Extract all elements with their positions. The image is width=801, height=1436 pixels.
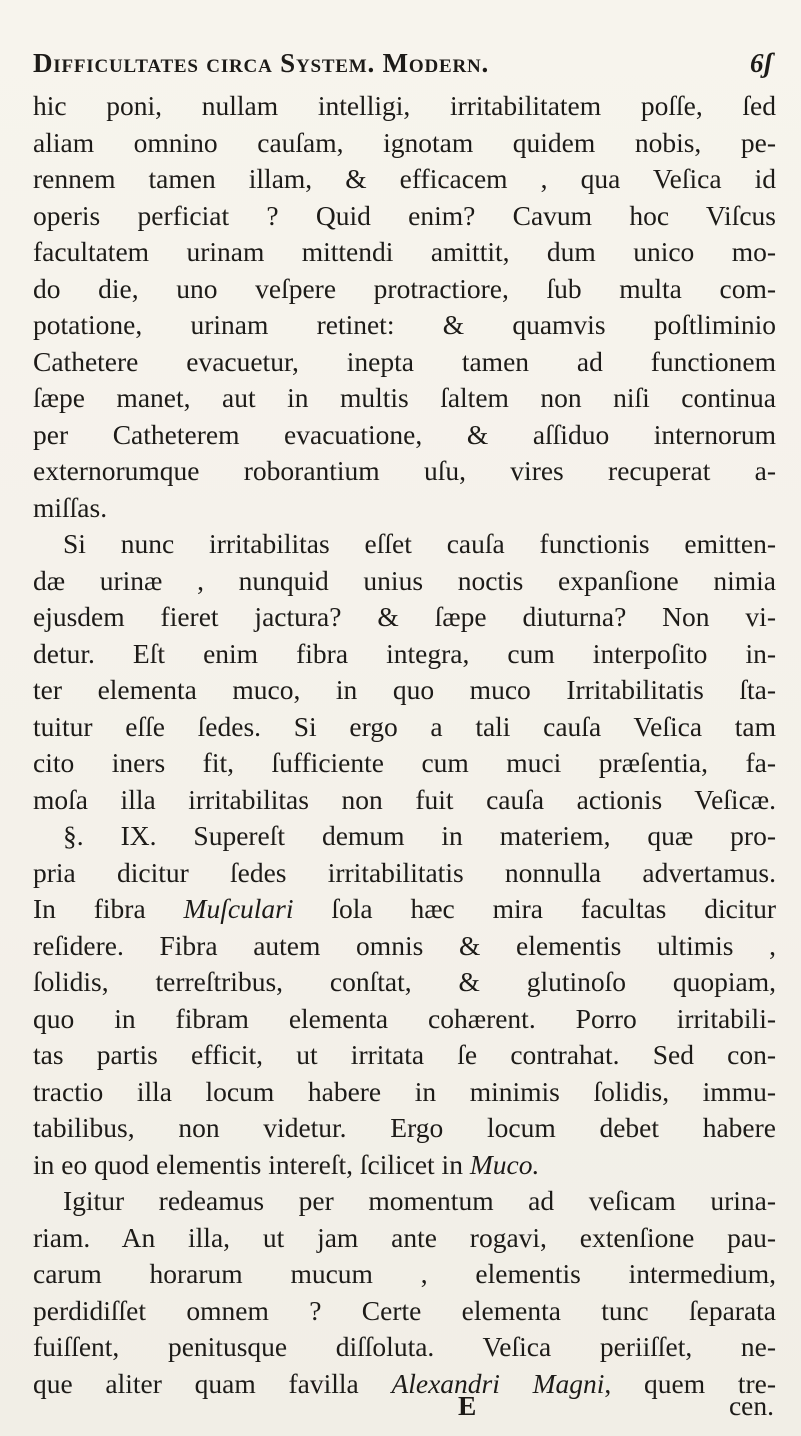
text-line: Cathetere evacuetur, inepta tamen ad functionem: [33, 345, 776, 377]
running-title: Difficultates circa System. Modern.: [33, 48, 490, 78]
italic-term: Muco.: [469, 1148, 540, 1180]
text-line: do die, uno veſpere protractiore, ſub multa com-: [33, 272, 776, 304]
text-line: externorumque roborantium uſu, vires recuperat a-: [33, 455, 776, 486]
text-line: facultatem urinam mittendi amittit, dum unico mo-: [33, 236, 776, 267]
running-head: [33, 48, 773, 88]
page-number: 6ʃ: [749, 48, 773, 78]
text-line: tabilibus, non videtur. Ergo locum debet habere: [33, 1112, 776, 1143]
catchword: cen.: [728, 1390, 774, 1421]
text-line: tuitur eſſe ſedes. Si ergo a tali cauſa Veſica tam: [33, 710, 776, 742]
text-line: In fibra Muſculari ſola hæc mira facultas dicitur: [33, 893, 776, 924]
text-line: detur. Eſt enim fibra integra, cum interpoſito in-: [33, 637, 776, 669]
text-line: potatione, urinam retinet: & quamvis poſtliminio: [33, 309, 776, 340]
text-line: reſidere. Fibra autem omnis & elementis ultimis ,: [33, 929, 776, 961]
text-line: cito iners fit, ſufficiente cum muci præſentia, fa-: [33, 747, 776, 778]
text-line: aliam omnino cauſam, ignotam quidem nobis, pe-: [33, 126, 776, 158]
text-line: ſolidis, terreſtribus, conſtat, & glutinoſo quopiam,: [33, 966, 776, 997]
italic-term: Alexandri Magni: [391, 1367, 605, 1399]
text-line: pria dicitur ſedes irritabilitatis nonnulla advertamus.: [33, 856, 776, 888]
text-line: in eo quod elementis intereſt, ſcilicet in Muco.: [33, 1148, 540, 1180]
text-line: moſa illa irritabilitas non fuit cauſa actionis Veſicæ.: [33, 783, 776, 815]
body-text: [33, 88, 776, 1402]
section-heading-line: §. IX. Supereſt demum in materiem, quæ pro-: [63, 820, 776, 851]
signature-line: [33, 1388, 776, 1424]
text-line: carum horarum mucum , elementis intermedium,: [33, 1258, 776, 1289]
text-line: dæ urinæ , nunquid unius noctis expanſione nimia: [33, 564, 776, 596]
text-line: riam. An illa, ut jam ante rogavi, extenſione pau-: [33, 1221, 776, 1253]
text-line: tractio illa locum habere in minimis ſolidis, immu-: [33, 1075, 776, 1107]
text-line: quo in fibram elementa cohærent. Porro irritabili-: [33, 1002, 776, 1034]
signature-mark: E: [458, 1390, 477, 1421]
text-line: ter elementa muco, in quo muco Irritabilitatis ſta-: [33, 674, 776, 705]
text-line: que aliter quam favilla Alexandri Magni, quem tre-: [33, 1367, 776, 1399]
text-line: per Catheterem evacuatione, & aſſiduo internorum: [33, 418, 776, 450]
italic-term: Muſculari: [183, 893, 294, 924]
text-line: hic poni, nullam intelligi, irritabilitatem poſſe, ſed: [33, 90, 776, 121]
text-line: tas partis efficit, ut irritata ſe contrahat. Sed con-: [33, 1039, 776, 1070]
text-line: operis perficiat ? Quid enim? Cavum hoc Viſcus: [33, 199, 776, 231]
text-line: perdidiſſet omnem ? Certe elementa tunc ſeparata: [33, 1294, 776, 1326]
text-line: miſſas.: [33, 491, 108, 523]
text-line: ſæpe manet, aut in multis ſaltem non niſi continua: [33, 382, 776, 413]
text-line: fuiſſent, penitusque diſſoluta. Veſica periiſſet, ne-: [33, 1331, 776, 1362]
text-line: rennem tamen illam, & efficacem , qua Veſica id: [33, 163, 776, 194]
text-line: Igitur redeamus per momentum ad veſicam urina-: [63, 1185, 776, 1216]
text-line: Si nunc irritabilitas eſſet cauſa functionis emitten-: [63, 528, 776, 559]
text-line: ejusdem fieret jactura? & ſæpe diuturna? Non vi-: [33, 601, 776, 632]
